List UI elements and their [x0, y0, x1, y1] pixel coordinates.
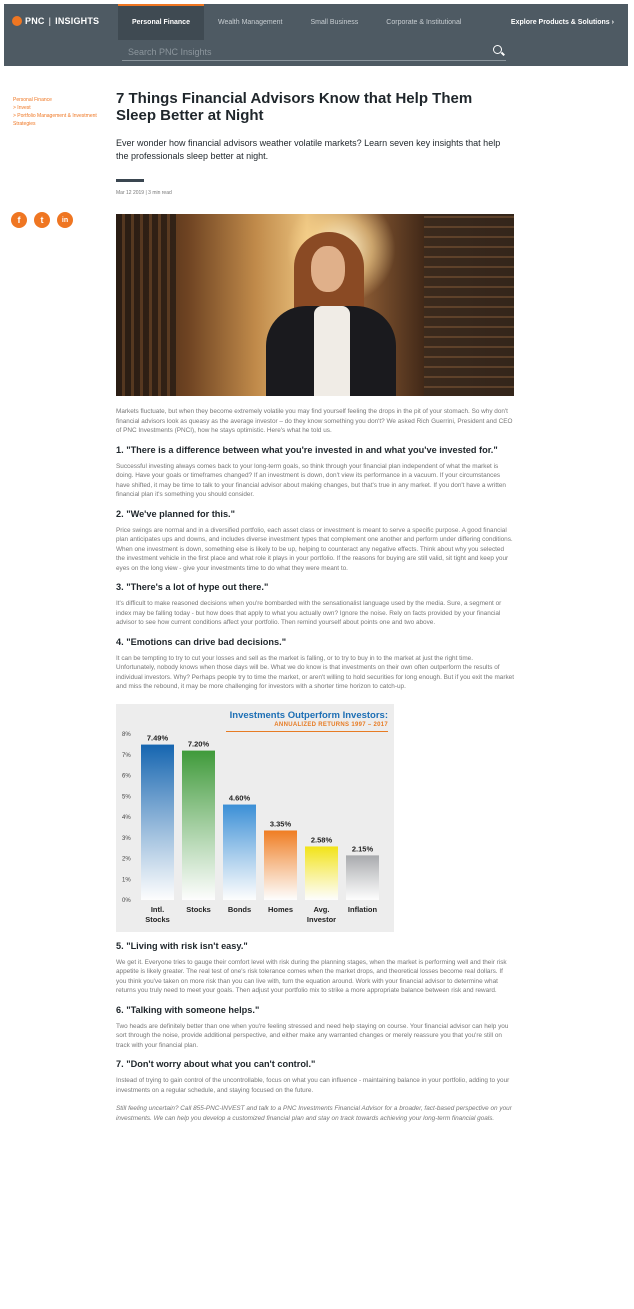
section-3-heading: 3. "There's a lot of hype out there.": [116, 582, 269, 592]
data-label: 7.20%: [187, 739, 210, 749]
data-label: 2.58%: [310, 834, 333, 844]
breadcrumb-personal-finance[interactable]: Personal Finance: [13, 97, 52, 103]
section-6-heading: 6. "Talking with someone helps.": [116, 1004, 260, 1015]
section-7-heading: 7. "Don't worry about what you can't control.": [116, 1059, 316, 1069]
section-5-heading: 5. "Living with risk isn't easy.": [116, 940, 248, 951]
data-label: 4.60%: [228, 793, 251, 803]
hero-building-right: [424, 214, 514, 396]
bar-4: [305, 846, 338, 900]
breadcrumb-strategies[interactable]: Strategies: [13, 121, 36, 127]
tab-personal-finance[interactable]: Personal Finance: [118, 4, 204, 40]
bar-5: [346, 855, 379, 900]
y-tick-label: 3%: [122, 835, 131, 842]
data-label: 7.49%: [146, 733, 169, 743]
chevron-right-icon: ›: [611, 19, 614, 26]
section-2-heading: 2. "We've planned for this.": [116, 508, 235, 519]
article-closing: Still feeling uncertain? Call 855-PNC-INVEST and talk to a PNC Investments Financial Advisor for a broader, fact-based perspective on your investments. We can help you develop a customized financial plan and stay on track towards achieving your long-term financial goals.: [116, 1105, 512, 1122]
article-subtitle: Ever wonder how financial advisors weather volatile markets? Learn seven key insights that help the professionals sleep better at night.: [116, 138, 501, 161]
y-tick-label: 8%: [122, 731, 131, 738]
top-navigation-bar: [4, 4, 628, 66]
chart-plot: [116, 704, 394, 932]
breadcrumb-invest[interactable]: > Invest: [13, 105, 31, 111]
returns-chart: [116, 704, 394, 932]
breadcrumb: [13, 96, 113, 128]
twitter-icon[interactable]: t: [34, 212, 50, 228]
data-label: 3.35%: [269, 818, 292, 828]
article-intro: Markets fluctuate, but when they become extremely volatile you may find yourself feeling the drops in the pit of your stomach. So why don't financial advisors look as queasy as the average investor – do they know something you don't? We asked Rich Guerrini, President and CEO of PNC Investments (PNCI), how he stays optimistic. Here's what he told us.: [116, 408, 513, 434]
chart-subtitle: ANNUALIZED RETURNS 1997 – 2017: [274, 721, 388, 728]
pnc-logo-icon: [12, 16, 22, 26]
explore-label: Explore Products & Solutions: [510, 19, 610, 26]
bar-2: [223, 804, 256, 899]
category-label: Homes: [267, 904, 294, 914]
section-4-heading: 4. "Emotions can drive bad decisions.": [116, 636, 287, 647]
section-7-body: Instead of trying to gain control of the uncontrollable, focus on what you can influence - maintaining balance in your portfolio, adding to your investments on a regular schedule, and staying focused on the future.: [116, 1077, 510, 1094]
y-tick-label: 4%: [122, 814, 131, 821]
hero-building-left: [116, 214, 176, 396]
section-1-body: Successful investing always comes back to your long-term goals, so think through your financial plan independent of what the market is doing. Have your goals or timeframes changed? If an investment is down, don't view its performance in a vacuum. If your circumstances have shifted, it may be time to talk to your financial advisor about making changes, but that's true in any market. If you don't have a written financial plan it's something you should consider.: [116, 462, 506, 498]
social-share-bar: [11, 212, 73, 228]
tab-wealth-management[interactable]: Wealth Management: [217, 19, 283, 26]
explore-products-link[interactable]: [511, 4, 614, 42]
tab-corporate-institutional[interactable]: Corporate & Institutional: [386, 19, 462, 26]
search-icon[interactable]: [493, 45, 502, 54]
logo-section: INSIGHTS: [55, 16, 100, 26]
chart-title: Investments Outperform Investors:: [229, 709, 388, 721]
category-label: Stocks: [145, 914, 170, 924]
main-nav-tabs: [118, 4, 475, 40]
section-5-body: We get it. Everyone tries to gauge their comfort level with risk during the planning stages, when the market is performing well and their risk appetite is likely greater. The real test of one's risk tolerance comes when the market drops, and theoretical losses become real dollars. If you think you've taken on more risk than you can live with, turn the equation around. Work with your financial advisor to determine what returns you truly need to meet your goals. Then adjust your portfolio mix to strike a more appropriate balance between risk and reward.: [116, 958, 507, 994]
y-tick-label: 5%: [122, 793, 131, 800]
logo-separator: |: [48, 16, 52, 26]
bar-1: [182, 750, 215, 899]
bar-0: [141, 744, 174, 899]
tab-small-business[interactable]: Small Business: [310, 19, 359, 26]
article: [116, 90, 514, 1123]
title-divider: [116, 179, 144, 182]
section-2-body: Price swings are normal and in a diversified portfolio, each asset class or investment is meant to serve a specific purpose. A good financial plan anticipates ups and downs, and includes diverse investment types that complement one another and perform under differing conditions. When one investment is down, something else is likely to be up, helping to counteract any negative effects. Think about why you selected the investment vehicle in the first place and what role it plays in your portfolio. If the reasons for buying are still valid, sit tight and keep your eyes on the long view - give your investments time to do what they were meant to.: [116, 526, 513, 572]
breadcrumb-portfolio-management[interactable]: > Portfolio Management & Investment: [13, 113, 97, 119]
hero-person-face: [311, 246, 345, 292]
category-label: Avg.: [313, 904, 330, 914]
article-meta: Mar 12 2019 | 3 min read: [116, 190, 172, 196]
pnc-insights-logo[interactable]: [12, 16, 99, 26]
article-title: 7 Things Financial Advisors Know that Help Them Sleep Better at Night: [116, 90, 473, 124]
y-tick-label: 1%: [122, 876, 131, 883]
category-label: Investor: [306, 914, 337, 924]
bar-3: [264, 830, 297, 900]
data-label: 2.15%: [351, 843, 374, 853]
section-6-body: Two heads are definitely better than one when you're feeling stressed and need help staying on course. Your financial advisor can help you sort through the noise, provide additional perspective, and either make any warranted changes or merely reassure you that you're still on track with your financial plan.: [116, 1022, 509, 1049]
section-1-heading: 1. "There is a difference between what you're invested in and what you've invested for.": [116, 444, 498, 455]
section-3-body: It's difficult to make reasoned decisions when you're bombarded with the sensationalist language used by the media. Sure, a segment or index may be falling today - but how does that apply to what you actually own? Ignore the noise. Rely on facts provided by your financial advisor to see how current conditions affect your portfolio. Then remind yourself about points one and two above.: [116, 600, 502, 626]
y-tick-label: 6%: [122, 773, 131, 779]
category-label: Stocks: [186, 904, 211, 914]
y-tick-label: 7%: [122, 752, 131, 759]
category-label: Inflation: [347, 904, 378, 914]
category-label: Bonds: [227, 904, 252, 914]
section-4-body: It can be tempting to try to cut your losses and sell as the market is falling, or to try to buy in to the market at just the right time. Unfortunately, nobody knows when those days will be. What we do know is that investments on their own often outperform the results of individual investors. Why? Perhaps people try to time the market, or aren't willing to hold securities for long enough. But if you exit the market and miss the rebound, it may be more challenging for investors with a shorter time horizon to catch-up.: [116, 654, 514, 690]
hero-person-shirt: [314, 306, 350, 396]
facebook-icon[interactable]: f: [11, 212, 27, 228]
search-input[interactable]: [122, 43, 484, 61]
logo-brand: PNC: [25, 16, 45, 26]
hero-image: [116, 214, 514, 396]
y-tick-label: 2%: [122, 856, 131, 862]
search-bar: [122, 42, 506, 61]
y-tick-label: 0%: [122, 897, 131, 904]
category-label: Intl.: [150, 904, 165, 914]
linkedin-icon[interactable]: in: [57, 212, 73, 228]
